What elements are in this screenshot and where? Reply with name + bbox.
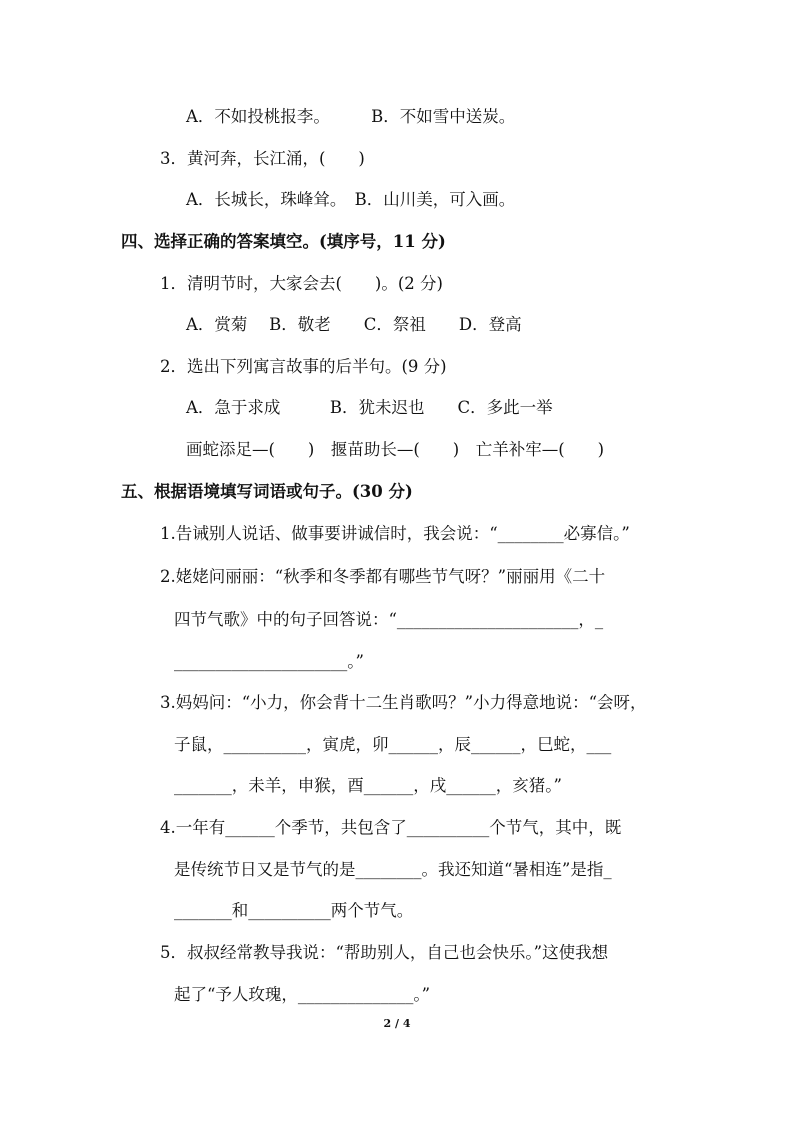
q4-item1-options: A．赏菊 B．敬老 C．祭祖 D．登高 [186,315,522,334]
q5-item3-line2: 子鼠，__________，寅虎，卯______，辰______，巳蛇，___ [174,735,612,754]
section-5-header: 五、根据语境填写词语或句子。(30 分) [121,482,413,501]
q4-item2-options: A．急于求成 B．犹未迟也 C．多此一举 [186,398,553,417]
q3-item2-options: A．不如投桃报李。 B．不如雪中送炭。 [186,107,516,126]
q5-item2-line3: _____________________。” [174,652,364,671]
page-number: 2 / 4 [383,1017,411,1030]
section-4-header: 四、选择正确的答案填空。(填序号，11 分) [121,232,446,251]
q5-item4-line2: 是传统节日又是节气的是________。我还知道“暑相连”是指_ [174,860,612,879]
q3-item3: 3．黄河奔，长江涌，( ) [160,149,365,168]
q4-item1: 1．清明节时，大家会去( )。(2 分) [160,274,443,293]
q5-item5-line1: 5．叔叔经常教导我说：“帮助别人，自己也会快乐。”这使我想 [160,943,609,962]
q5-item3-line1: 3.妈妈问：“小力，你会背十二生肖歌吗？”小力得意地说：“会呀， [160,693,647,712]
q5-item2-line1: 2.姥姥问丽丽：“秋季和冬季都有哪些节气呀？”丽丽用《二十 [160,567,606,586]
q4-item2-blanks: 画蛇添足—( ) 揠苗助长—( ) 亡羊补牢—( ) [186,440,605,459]
q5-item4-line1: 4.一年有______个季节，共包含了__________个节气，其中，既 [160,818,622,837]
q4-item2: 2．选出下列寓言故事的后半句。(9 分) [160,357,447,376]
q5-item5-line2: 起了“予人玫瑰，______________。” [174,985,431,1004]
q5-item2-line2: 四节气歌》中的句子回答说：“______________________，_ [174,610,604,629]
q5-item1: 1.告诫别人说话、做事要讲诚信时，我会说：“________必寡信。” [160,524,630,543]
q5-item4-line3: _______和__________两个节气。 [174,901,414,920]
q3-item3-options: A．长城长，珠峰耸。 B．山川美，可入画。 [186,190,516,209]
q5-item3-line3: _______，未羊，申猴，酉______，戌______，亥猪。” [174,776,562,795]
